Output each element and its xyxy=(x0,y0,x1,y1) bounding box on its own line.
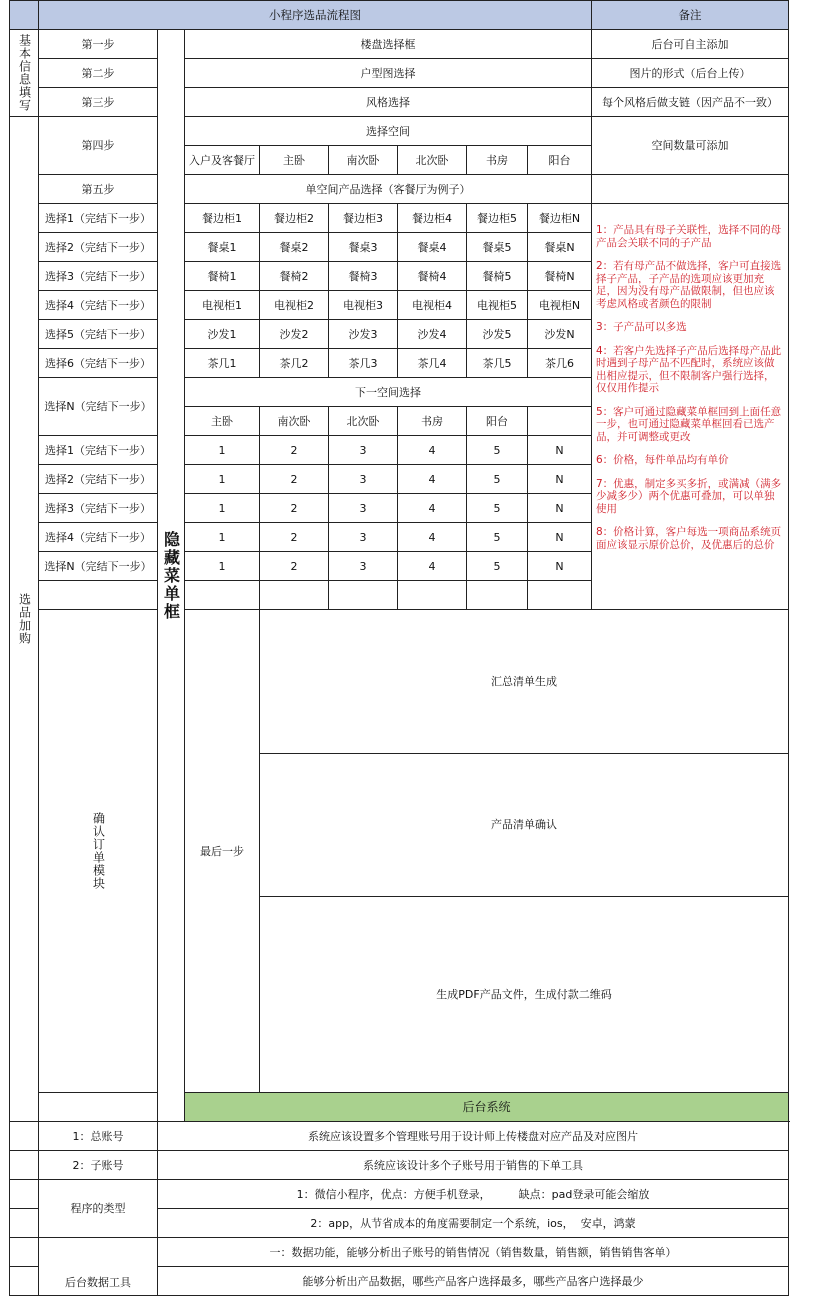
product-option[interactable]: 沙发4 xyxy=(398,320,467,349)
step-note: 空间数量可添加 xyxy=(592,117,789,175)
step-label: 第三步 xyxy=(39,88,158,117)
product-option[interactable]: 5 xyxy=(467,523,528,552)
next-space-title: 下一空间选择 xyxy=(185,378,592,407)
note-item: 1：产品具有母子关联性，选择不同的母产品会关联不同的子产品 xyxy=(596,224,782,249)
product-option[interactable]: 餐边柜2 xyxy=(260,204,329,233)
table-row xyxy=(10,1238,789,1267)
data-tool-line: 能够分析出产品数据，哪些产品客户选择最多，哪些产品客户选择最少 xyxy=(158,1267,789,1296)
step-label: 最后一步 xyxy=(185,610,260,1093)
product-option[interactable]: 电视柜1 xyxy=(185,291,260,320)
confirm-list-button[interactable]: 产品清单确认 xyxy=(260,753,789,897)
note-item: 7：优惠，制定多买多折，或满减（满多少减多少）两个优惠可叠加，可以单独使用 xyxy=(596,477,782,515)
product-option[interactable]: 餐桌5 xyxy=(467,233,528,262)
product-option[interactable]: 餐边柜N xyxy=(528,204,592,233)
step-label: 第五步 xyxy=(39,175,158,204)
space-option[interactable]: 南次卧 xyxy=(260,407,329,436)
master-account-content: 系统应该设置多个管理账号用于设计师上传楼盘对应产品及对应图片 xyxy=(158,1122,789,1151)
product-option[interactable]: 茶几4 xyxy=(398,349,467,378)
product-option[interactable]: N xyxy=(528,436,592,465)
product-option[interactable]: 餐桌3 xyxy=(329,233,398,262)
product-option[interactable]: 沙发1 xyxy=(185,320,260,349)
program-type-line: 2：app，从节省成本的角度需要制定一个系统，ios， 安卓，鸿蒙 xyxy=(158,1209,789,1238)
hidden-menu-box[interactable]: 隐藏菜单框 xyxy=(158,30,185,1122)
table-row xyxy=(10,175,789,204)
product-option[interactable]: 3 xyxy=(329,523,398,552)
product-option[interactable]: 茶几3 xyxy=(329,349,398,378)
product-option[interactable]: 餐椅5 xyxy=(467,262,528,291)
product-option[interactable]: 沙发5 xyxy=(467,320,528,349)
product-option[interactable]: 4 xyxy=(398,523,467,552)
space-option[interactable]: 入户及客餐厅 xyxy=(185,146,260,175)
choice-label: 选择4（完结下一步） xyxy=(39,291,158,320)
step-note: 图片的形式（后台上传） xyxy=(592,59,789,88)
data-tool-label: 后台数据工具 xyxy=(39,1238,158,1296)
product-option[interactable]: 餐椅3 xyxy=(329,262,398,291)
product-option[interactable]: 4 xyxy=(398,436,467,465)
program-type-line: 1：微信小程序，优点：方便手机登录， 缺点：pad登录可能会缩放 xyxy=(158,1180,789,1209)
table-row xyxy=(10,59,789,88)
selection-flow-table xyxy=(9,0,789,1296)
choice-label: 选择2（完结下一步） xyxy=(39,233,158,262)
product-option[interactable]: 4 xyxy=(398,552,467,581)
choice-label: 选择3（完结下一步） xyxy=(39,494,158,523)
table-body xyxy=(10,1,789,1296)
product-option[interactable]: 餐椅1 xyxy=(185,262,260,291)
step-note: 后台可自主添加 xyxy=(592,30,789,59)
product-option[interactable]: 电视柜4 xyxy=(398,291,467,320)
choice-label: 选择1（完结下一步） xyxy=(39,436,158,465)
product-option[interactable]: 3 xyxy=(329,494,398,523)
step-content: 户型图选择 xyxy=(185,59,592,88)
step-content: 风格选择 xyxy=(185,88,592,117)
product-option[interactable]: 电视柜3 xyxy=(329,291,398,320)
product-option[interactable]: 沙发2 xyxy=(260,320,329,349)
product-option[interactable]: 餐边柜3 xyxy=(329,204,398,233)
program-type-label: 程序的类型 xyxy=(39,1180,158,1238)
data-tool-line: 一：数据功能，能够分析出子账号的销售情况（销售数量，销售额，销售销售客单） xyxy=(158,1238,789,1267)
product-option[interactable]: 1 xyxy=(185,552,260,581)
step-content: 楼盘选择框 xyxy=(185,30,592,59)
single-space-title: 单空间产品选择（客餐厅为例子） xyxy=(185,175,592,204)
product-option[interactable]: 餐桌1 xyxy=(185,233,260,262)
space-option[interactable]: 阳台 xyxy=(467,407,528,436)
product-option[interactable]: 1 xyxy=(185,436,260,465)
step-note: 每个风格后做支链（因产品不一致） xyxy=(592,88,789,117)
product-option[interactable]: 餐椅2 xyxy=(260,262,329,291)
basic-info-label: 基本信息填写 xyxy=(10,30,39,117)
table-row xyxy=(10,88,789,117)
header-row xyxy=(10,1,789,30)
product-option[interactable]: 4 xyxy=(398,465,467,494)
step-label: 第一步 xyxy=(39,30,158,59)
product-option[interactable]: 1 xyxy=(185,523,260,552)
step-label: 第二步 xyxy=(39,59,158,88)
space-option[interactable]: 书房 xyxy=(398,407,467,436)
product-option[interactable]: 5 xyxy=(467,436,528,465)
choice-label: 选择N（完结下一步） xyxy=(39,378,158,436)
product-option[interactable]: 2 xyxy=(260,436,329,465)
space-option[interactable]: 南次卧 xyxy=(329,146,398,175)
product-row xyxy=(10,204,789,233)
table-row xyxy=(10,30,789,59)
note-item: 5：客户可通过隐藏菜单框回到上面任意一步，也可通过隐藏菜单框回看已选产品，并可调整或更改 xyxy=(596,405,782,443)
product-option[interactable]: 茶几2 xyxy=(260,349,329,378)
confirm-order-label: 确认订单模块 xyxy=(39,610,158,1093)
product-option[interactable]: N xyxy=(528,465,592,494)
selection-label: 选品加购 xyxy=(10,117,39,1122)
table-row xyxy=(10,1122,789,1151)
product-option[interactable]: 茶几5 xyxy=(467,349,528,378)
product-option[interactable]: 2 xyxy=(260,465,329,494)
generate-pdf-button[interactable]: 生成PDF产品文件，生成付款二维码 xyxy=(260,897,789,1093)
product-option[interactable]: 2 xyxy=(260,552,329,581)
product-option[interactable]: 3 xyxy=(329,436,398,465)
product-option[interactable]: 茶几6 xyxy=(528,349,592,378)
product-option[interactable]: 电视柜2 xyxy=(260,291,329,320)
choice-label: 选择1（完结下一步） xyxy=(39,204,158,233)
backend-header-row xyxy=(10,1093,789,1122)
choose-space-title: 选择空间 xyxy=(185,117,592,146)
table-row xyxy=(10,610,789,754)
product-option[interactable]: 餐桌2 xyxy=(260,233,329,262)
space-option[interactable] xyxy=(528,407,592,436)
space-option[interactable]: 阳台 xyxy=(528,146,592,175)
choice-label: 选择N（完结下一步） xyxy=(39,552,158,581)
summary-list-button[interactable]: 汇总清单生成 xyxy=(260,610,789,754)
product-option[interactable]: 餐边柜1 xyxy=(185,204,260,233)
note-item: 6：价格，每件单品均有单价 xyxy=(596,454,729,466)
note-item: 4：若客户先选择子产品后选择母产品此时遇到子母产品不匹配时，系统应该做出相应提示，但不限制客户强行选择，仅仅用作提示 xyxy=(596,344,782,394)
product-option[interactable]: 餐桌4 xyxy=(398,233,467,262)
choice-label: 选择5（完结下一步） xyxy=(39,320,158,349)
product-option[interactable]: 餐桌N xyxy=(528,233,592,262)
product-option[interactable]: 3 xyxy=(329,552,398,581)
table-title: 小程序选品流程图 xyxy=(39,1,592,30)
product-option[interactable]: 餐边柜4 xyxy=(398,204,467,233)
sub-account-content: 系统应该设计多个子账号用于销售的下单工具 xyxy=(158,1151,789,1180)
product-option[interactable]: N xyxy=(528,494,592,523)
table-row xyxy=(10,1151,789,1180)
backend-title: 后台系统 xyxy=(185,1093,789,1122)
space-option[interactable]: 北次卧 xyxy=(398,146,467,175)
product-option[interactable]: 5 xyxy=(467,552,528,581)
product-option[interactable]: 电视柜5 xyxy=(467,291,528,320)
space-option[interactable]: 主卧 xyxy=(260,146,329,175)
choice-label: 选择3（完结下一步） xyxy=(39,262,158,291)
product-option[interactable]: 沙发3 xyxy=(329,320,398,349)
product-option[interactable]: 沙发N xyxy=(528,320,592,349)
space-option[interactable]: 书房 xyxy=(467,146,528,175)
product-option[interactable]: 2 xyxy=(260,523,329,552)
product-option[interactable]: N xyxy=(528,552,592,581)
sub-account-label: 2：子账号 xyxy=(39,1151,158,1180)
step-label: 第四步 xyxy=(39,117,158,175)
choice-label: 选择6（完结下一步） xyxy=(39,349,158,378)
choice-label: 选择4（完结下一步） xyxy=(39,523,158,552)
note-item: 8：价格计算，客户每选一项商品系统页面应该显示原价总价，及优惠后的总价 xyxy=(596,526,782,551)
note-item: 2：若有母产品不做选择，客户可直接选择子产品，子产品的选项应该更加充足，因为没有母产品做限制，但也应该考虑风格或者颜色的限制 xyxy=(596,260,782,310)
product-option[interactable]: 餐椅N xyxy=(528,262,592,291)
product-option[interactable]: N xyxy=(528,523,592,552)
selection-notes xyxy=(592,204,789,610)
note-header: 备注 xyxy=(592,1,789,30)
master-account-label: 1：总账号 xyxy=(39,1122,158,1151)
product-option[interactable]: 茶几1 xyxy=(185,349,260,378)
product-option[interactable]: 5 xyxy=(467,465,528,494)
product-option[interactable]: 5 xyxy=(467,494,528,523)
space-option[interactable]: 主卧 xyxy=(185,407,260,436)
product-option[interactable]: 2 xyxy=(260,494,329,523)
product-option[interactable]: 餐边柜5 xyxy=(467,204,528,233)
note-item: 3：子产品可以多选 xyxy=(596,321,687,333)
space-option[interactable]: 北次卧 xyxy=(329,407,398,436)
product-option[interactable]: 餐椅4 xyxy=(398,262,467,291)
product-option[interactable]: 电视柜N xyxy=(528,291,592,320)
product-option[interactable]: 3 xyxy=(329,465,398,494)
product-option[interactable]: 1 xyxy=(185,465,260,494)
table-row xyxy=(10,1180,789,1209)
product-option[interactable]: 1 xyxy=(185,494,260,523)
choice-label: 选择2（完结下一步） xyxy=(39,465,158,494)
product-option[interactable]: 4 xyxy=(398,494,467,523)
table-row xyxy=(10,117,789,146)
